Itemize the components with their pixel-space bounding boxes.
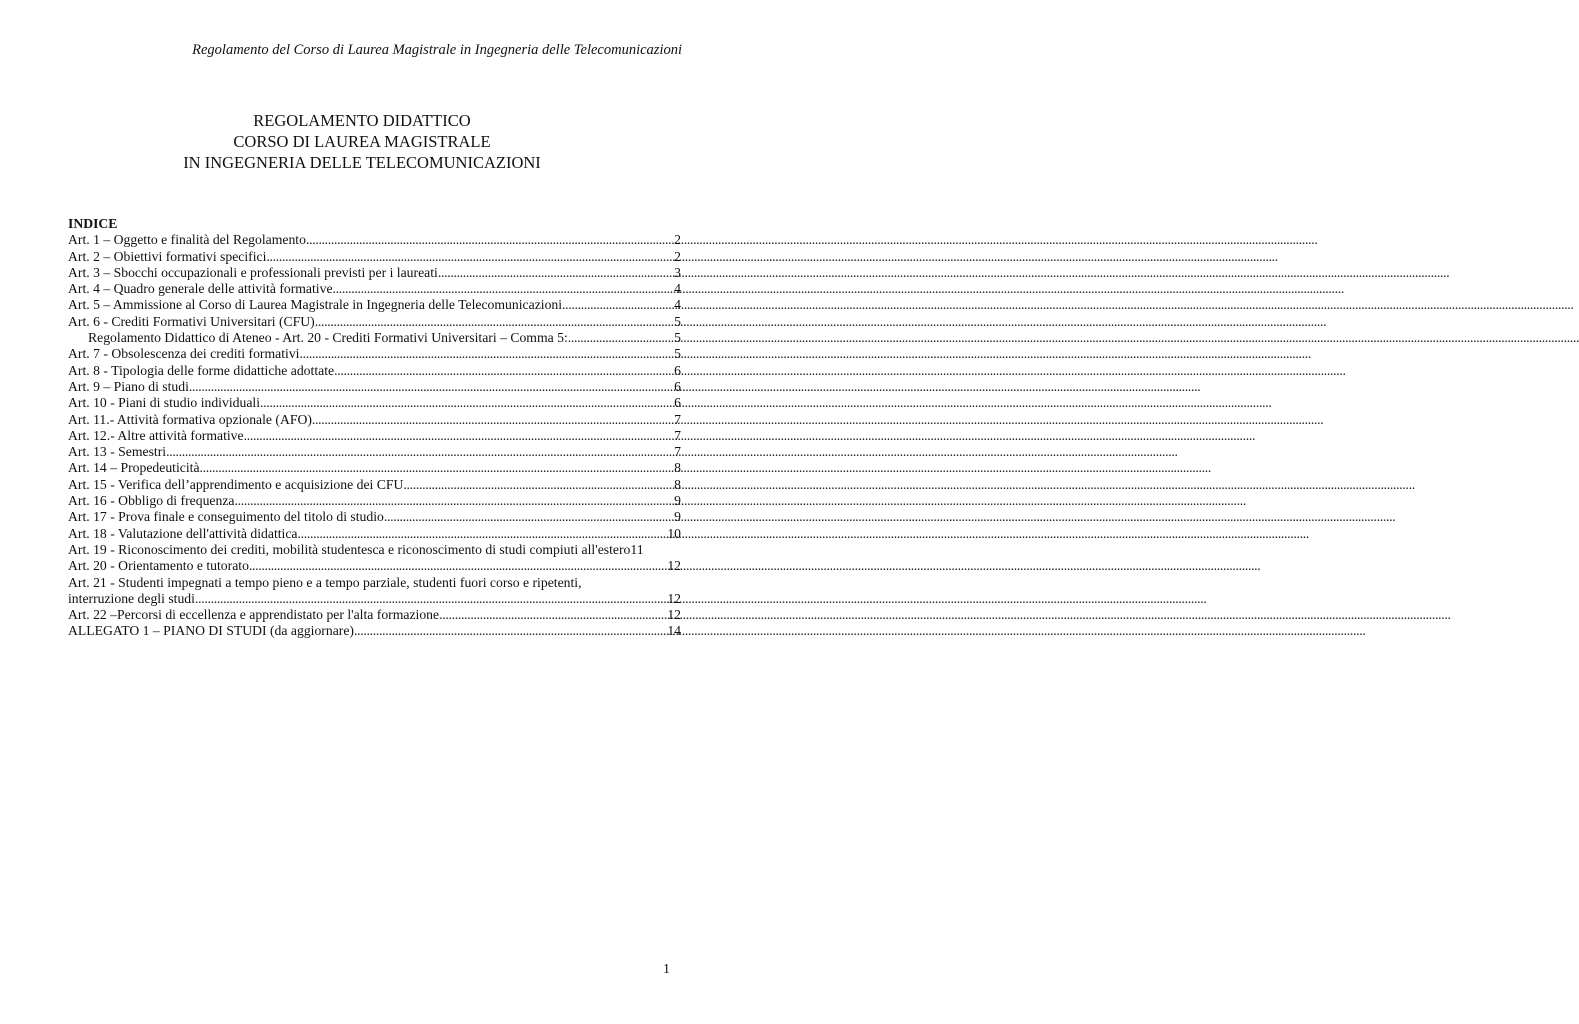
dot-leader xyxy=(403,477,674,493)
dot-leader xyxy=(315,314,674,330)
toc-entry-art-19[interactable] xyxy=(68,542,681,558)
toc-entry-page: 3 xyxy=(674,264,681,280)
dot-leader xyxy=(299,346,674,362)
toc-entry-page: 12 xyxy=(667,558,681,574)
toc-entry-art-4[interactable] xyxy=(68,281,681,297)
toc-entry-label: Art. 12.- Altre attività formative xyxy=(68,427,244,443)
toc-entry-label: ALLEGATO 1 – PIANO DI STUDI (da aggiornare) xyxy=(68,623,354,639)
toc-entry-art-3[interactable] xyxy=(68,265,681,281)
toc-entry-page: 5 xyxy=(674,346,681,362)
dot-leader xyxy=(568,330,674,346)
toc-entry-page: 14 xyxy=(667,623,681,639)
dot-leader xyxy=(166,444,674,460)
toc-entry-art-15[interactable] xyxy=(68,477,681,493)
toc-entry-label: Art. 22 –Percorsi di eccellenza e apprendistato per l'alta formazione xyxy=(68,607,440,623)
dot-leader xyxy=(438,265,674,281)
page-number: 1 xyxy=(663,962,670,977)
dot-leader xyxy=(354,623,667,639)
dot-leader xyxy=(562,297,674,313)
toc-entry-page: 9 xyxy=(674,509,681,525)
title-line-3: IN INGEGNERIA DELLE TELECOMUNICAZIONI xyxy=(183,153,541,172)
toc-entry-page: 7 xyxy=(674,444,681,460)
toc-entry-page: 12 xyxy=(667,607,681,623)
toc-entry-page: 4 xyxy=(674,297,681,313)
toc-entry-label: Art. 1 – Oggetto e finalità del Regolamento xyxy=(68,232,306,248)
dot-leader xyxy=(334,363,674,379)
toc-entry-label: Art. 3 – Sbocchi occupazionali e professionali previsti per i laureati xyxy=(68,264,438,280)
dot-leader xyxy=(195,591,667,607)
toc-entry-art-17[interactable] xyxy=(68,509,681,525)
toc-entry-art-8[interactable] xyxy=(68,363,681,379)
toc-entry-label-line-2: interruzione degli studi xyxy=(68,590,195,606)
toc-entry-label: Art. 4 – Quadro generale delle attività formative xyxy=(68,281,333,297)
toc-entry-allegato-1[interactable] xyxy=(68,623,681,639)
toc-entry-art-2[interactable] xyxy=(68,249,681,265)
toc-entry-label: Art. 5 – Ammissione al Corso di Laurea Magistrale in Ingegneria delle Telecomunicazioni xyxy=(68,297,563,313)
toc-entry-page: 8 xyxy=(674,460,681,476)
dot-leader xyxy=(312,412,674,428)
running-header: Regolamento del Corso di Laurea Magistrale in Ingegneria delle Telecomunicazioni xyxy=(192,42,682,58)
dot-leader xyxy=(266,249,674,265)
dot-leader xyxy=(234,493,674,509)
toc-entry-page: 10 xyxy=(667,525,681,541)
toc-heading: INDICE xyxy=(68,216,118,231)
toc-entry-art-5[interactable] xyxy=(68,297,681,313)
toc-entry-page: 6 xyxy=(674,362,681,378)
toc-entry-label: Art. 19 - Riconoscimento dei crediti, mobilità studentesca e riconoscimento di studi compiuti all'estero xyxy=(68,541,631,557)
toc-entry-page: 11 xyxy=(630,541,644,557)
dot-leader xyxy=(200,460,675,476)
dot-leader xyxy=(244,428,675,444)
title-line-2: CORSO DI LAUREA MAGISTRALE xyxy=(233,132,491,151)
toc-entry-art-18[interactable] xyxy=(68,526,681,542)
toc-entry-label: Art. 7 - Obsolescenza dei crediti formativi xyxy=(68,346,300,362)
toc-entry-label: Art. 13 - Semestri xyxy=(68,444,167,460)
toc-entry-page: 7 xyxy=(674,411,681,427)
toc-entry-page: 9 xyxy=(674,493,681,509)
dot-leader xyxy=(384,509,674,525)
toc-entry-label: Art. 11.- Attività formativa opzionale (AFO) xyxy=(68,411,312,427)
toc-entry-page: 12 xyxy=(667,590,681,606)
toc-entry-page: 5 xyxy=(674,313,681,329)
toc-entry-art-12[interactable] xyxy=(68,428,681,444)
dot-leader xyxy=(189,379,674,395)
toc-entry-regolamento-ateneo[interactable] xyxy=(68,330,681,346)
dot-leader xyxy=(298,526,668,542)
toc-entry-label: Regolamento Didattico di Ateneo - Art. 20 - Crediti Formativi Universitari – Comma 5: xyxy=(88,330,568,346)
dot-leader xyxy=(333,281,675,297)
toc-entry-art-20[interactable] xyxy=(68,558,681,574)
toc-entry-label: Art. 17 - Prova finale e conseguimento del titolo di studio xyxy=(68,509,384,525)
toc-entry-art-11[interactable] xyxy=(68,412,681,428)
toc-entry-art-1[interactable] xyxy=(68,232,681,248)
toc-entry-art-10[interactable] xyxy=(68,395,681,411)
toc-entry-page: 8 xyxy=(674,476,681,492)
toc-entry-label: Art. 14 – Propedeuticità xyxy=(68,460,200,476)
table-of-contents xyxy=(68,216,681,640)
document-title xyxy=(0,110,724,173)
dot-leader xyxy=(439,607,667,623)
toc-entry-page: 4 xyxy=(674,281,681,297)
toc-entry-art-21[interactable] xyxy=(68,575,681,608)
toc-entry-art-9[interactable] xyxy=(68,379,681,395)
toc-entry-label: Art. 2 – Obiettivi formativi specifici xyxy=(68,248,267,264)
toc-entry-label: Art. 16 - Obbligo di frequenza xyxy=(68,493,235,509)
toc-entry-label: Art. 20 - Orientamento e tutorato xyxy=(68,558,249,574)
toc-entry-label-line-1: Art. 21 - Studenti impegnati a tempo pieno e a tempo parziale, studenti fuori corso e ripetenti, xyxy=(68,574,582,590)
toc-entry-label: Art. 18 - Valutazione dell'attività didattica xyxy=(68,525,298,541)
toc-entry-art-22[interactable] xyxy=(68,607,681,623)
title-line-1: REGOLAMENTO DIDATTICO xyxy=(253,111,471,130)
toc-entry-page: 2 xyxy=(674,232,681,248)
toc-entry-label: Art. 15 - Verifica dell’apprendimento e acquisizione dei CFU xyxy=(68,476,404,492)
toc-entry-label: Art. 6 - Crediti Formativi Universitari (CFU) xyxy=(68,313,315,329)
toc-entry-label: Art. 9 – Piano di studi xyxy=(68,378,189,394)
toc-entry-art-6[interactable] xyxy=(68,314,681,330)
toc-entry-page: 6 xyxy=(674,378,681,394)
toc-entry-art-13[interactable] xyxy=(68,444,681,460)
toc-entry-page: 6 xyxy=(674,395,681,411)
toc-entry-art-16[interactable] xyxy=(68,493,681,509)
toc-entry-label: Art. 8 - Tipologia delle forme didattiche adottate xyxy=(68,362,335,378)
toc-entry-page: 7 xyxy=(674,427,681,443)
toc-entry-page: 5 xyxy=(674,330,681,346)
toc-entry-art-7[interactable] xyxy=(68,346,681,362)
dot-leader xyxy=(249,558,667,574)
dot-leader xyxy=(306,232,674,248)
dot-leader xyxy=(260,395,674,411)
toc-entry-page: 2 xyxy=(674,248,681,264)
toc-entry-art-14[interactable] xyxy=(68,460,681,476)
toc-entry-label: Art. 10 - Piani di studio individuali xyxy=(68,395,260,411)
